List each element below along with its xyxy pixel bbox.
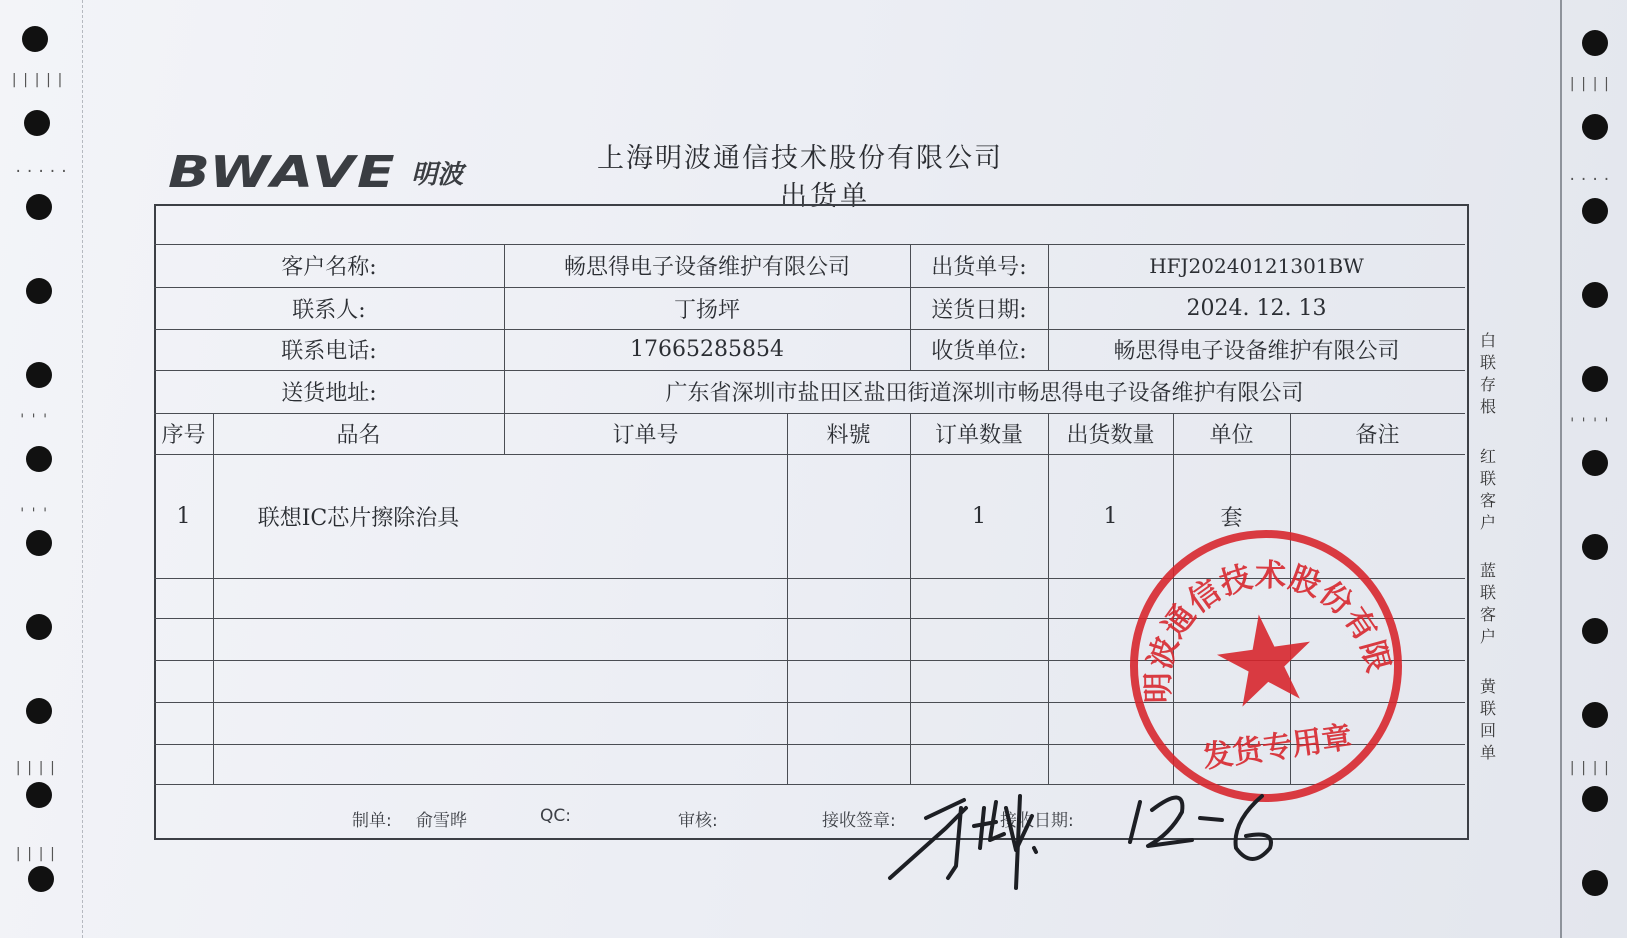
item-seq: 1 — [176, 503, 191, 529]
item-part-no — [787, 454, 910, 578]
handwritten-signature-image — [886, 788, 1306, 898]
review-label: 审核: — [678, 811, 718, 831]
feed-hole — [26, 362, 52, 388]
feed-hole — [1582, 870, 1608, 896]
copy-label-blue: 蓝联客户 — [1479, 561, 1496, 646]
copy-label-red: 红联客户 — [1479, 447, 1496, 532]
customer-value: 畅思得电子设备维护有限公司 — [563, 255, 850, 280]
bwave-logo — [168, 148, 463, 196]
feed-hole — [1582, 30, 1608, 56]
phone-label: 联系电话: — [281, 339, 377, 364]
feed-hole — [22, 26, 48, 52]
document-title: 出货单 — [780, 181, 870, 212]
item-name: 联想IC芯片擦除治具 — [257, 505, 460, 531]
copy-label-yellow: 黄联回单 — [1479, 677, 1496, 762]
col-header-unit: 单位 — [1209, 423, 1254, 448]
feed-hole — [1582, 114, 1608, 140]
feed-hole — [28, 866, 54, 892]
copy-label-white: 白联存根 — [1479, 331, 1496, 416]
feed-hole — [1582, 534, 1608, 560]
col-header-order-qty: 订单数量 — [934, 423, 1023, 448]
right-tractor-strip — [1560, 0, 1627, 938]
feed-hole — [26, 446, 52, 472]
col-header-order-no: 订单号 — [612, 423, 679, 448]
company-name: 上海明波通信技术股份有限公司 — [597, 143, 1003, 174]
perforation-mark: .... — [1568, 168, 1614, 184]
perforation-mark: ||||| — [10, 72, 68, 88]
perforation-mark: ''' — [18, 506, 53, 522]
item-order-no — [504, 454, 787, 578]
delivery-date-label: 送货日期: — [931, 297, 1027, 323]
contact-value: 丁扬坪 — [673, 297, 740, 323]
feed-hole — [26, 278, 52, 304]
feed-hole — [26, 530, 52, 556]
feed-hole — [26, 698, 52, 724]
qc-label: QC: — [540, 806, 571, 826]
order-no-value: HFJ20240121301BW — [1149, 253, 1364, 278]
col-header-remark: 备注 — [1355, 423, 1400, 448]
delivery-date-value: 2024. 12. 13 — [1186, 295, 1327, 321]
maker-label: 制单: — [352, 811, 392, 831]
feed-hole — [1582, 282, 1608, 308]
item-unit: 套 — [1220, 505, 1243, 531]
left-tractor-strip — [0, 0, 83, 938]
address-label: 送货地址: — [281, 381, 377, 406]
seal-star-icon — [1212, 608, 1317, 709]
feed-hole — [26, 782, 52, 808]
feed-hole — [24, 110, 50, 136]
maker-value: 俞雪晔 — [416, 811, 467, 831]
receive-date-label: 接收日期: — [1000, 811, 1074, 831]
col-header-seq: 序号 — [161, 423, 206, 448]
receiver-label: 收货单位: — [931, 339, 1027, 364]
perforation-mark: ..... — [14, 160, 72, 176]
item-order-qty: 1 — [972, 503, 986, 529]
company-seal-stamp — [1126, 526, 1406, 806]
feed-hole — [1582, 450, 1608, 476]
feed-hole — [26, 194, 52, 220]
order-no-label: 出货单号: — [931, 255, 1027, 280]
col-header-name: 品名 — [336, 423, 381, 448]
perforation-mark: |||| — [14, 760, 60, 776]
logo-cjk-text: 明波 — [411, 159, 464, 190]
address-value: 广东省深圳市盐田区盐田街道深圳市畅思得电子设备维护有限公司 — [665, 381, 1304, 406]
seal-company-text: 上海明波通信技术股份有限公司 — [1140, 557, 1397, 704]
feed-hole — [1582, 366, 1608, 392]
perforation-mark: |||| — [14, 846, 60, 862]
phone-value: 17665285854 — [630, 337, 784, 362]
receive-sign-label: 接收签章: — [822, 811, 896, 831]
col-header-ship-qty: 出货数量 — [1066, 423, 1155, 448]
feed-hole — [1582, 702, 1608, 728]
feed-hole — [26, 614, 52, 640]
seal-purpose-text: 发货专用章 — [1200, 719, 1355, 776]
perforation-mark: '''' — [1568, 416, 1614, 432]
feed-hole — [1582, 786, 1608, 812]
perforation-mark: |||| — [1568, 76, 1614, 92]
perforation-mark: ''' — [18, 412, 53, 428]
item-ship-qty: 1 — [1103, 503, 1118, 529]
contact-label: 联系人: — [292, 297, 366, 323]
customer-label: 客户名称: — [281, 255, 377, 280]
receiver-value: 畅思得电子设备维护有限公司 — [1113, 339, 1400, 364]
feed-hole — [1582, 198, 1608, 224]
logo-latin-text: BWAVE — [168, 146, 398, 198]
perforation-mark: |||| — [1568, 760, 1614, 776]
feed-hole — [1582, 618, 1608, 644]
col-header-part-no: 料號 — [826, 423, 871, 448]
